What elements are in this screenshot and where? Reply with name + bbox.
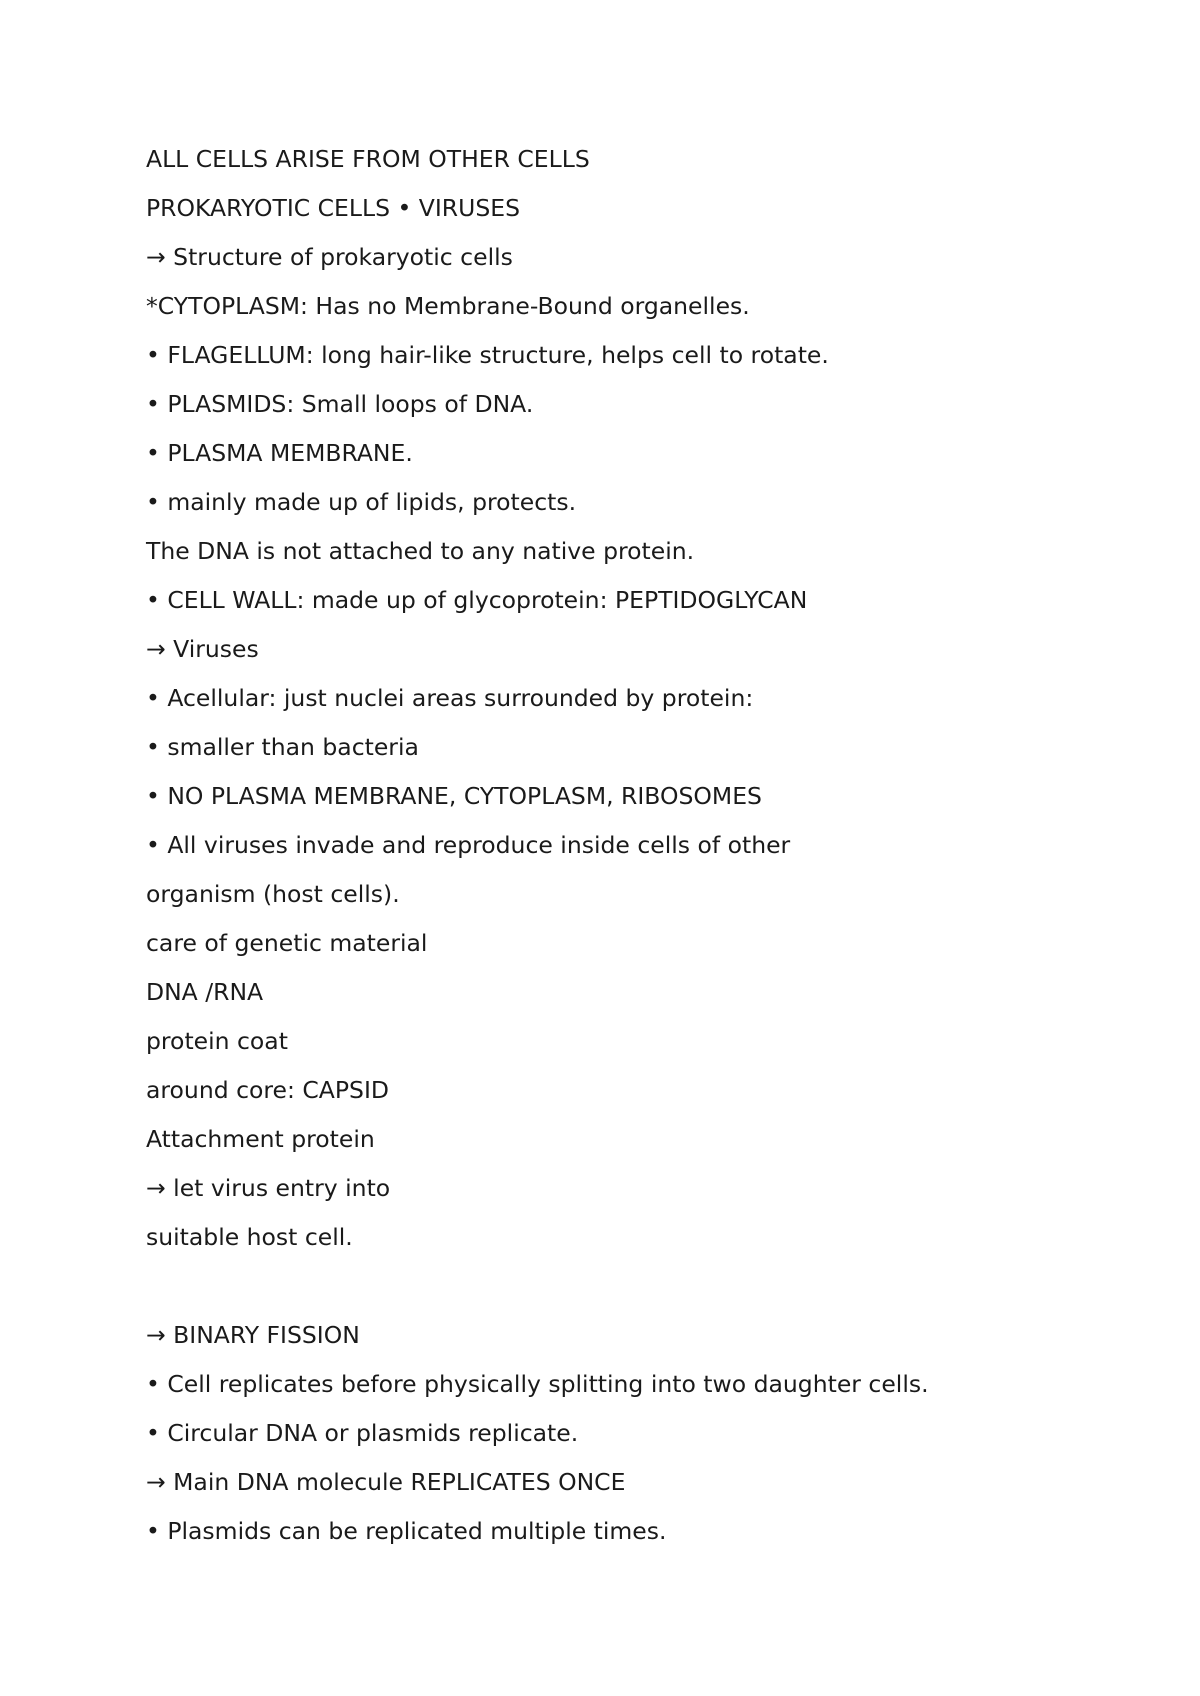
- bullet-line: • All viruses invade and reproduce inside cells of other: [146, 831, 791, 859]
- bullet-line: • smaller than bacteria: [146, 733, 419, 761]
- bullet-line: • NO PLASMA MEMBRANE, CYTOPLASM, RIBOSOMES: [146, 782, 762, 810]
- text-line: *CYTOPLASM: Has no Membrane-Bound organelles.: [146, 292, 750, 320]
- bullet-line: • FLAGELLUM: long hair-like structure, helps cell to rotate.: [146, 341, 829, 369]
- text-line: The DNA is not attached to any native protein.: [146, 537, 695, 565]
- text-line: protein coat: [146, 1027, 288, 1055]
- text-line: → Main DNA molecule REPLICATES ONCE: [146, 1468, 626, 1496]
- text-line: care of genetic material: [146, 929, 428, 957]
- section-line: → BINARY FISSION: [146, 1321, 360, 1349]
- document-body: [146, 142, 1146, 1563]
- subheading-line: PROKARYOTIC CELLS • VIRUSES: [146, 194, 521, 222]
- text-line: organism (host cells).: [146, 880, 400, 908]
- text-line: Attachment protein: [146, 1125, 375, 1153]
- text-line: around core: CAPSID: [146, 1076, 389, 1104]
- bullet-line: • PLASMIDS: Small loops of DNA.: [146, 390, 534, 418]
- section-line: → Viruses: [146, 635, 259, 663]
- bullet-line: • Cell replicates before physically splitting into two daughter cells.: [146, 1370, 929, 1398]
- bullet-line: • Plasmids can be replicated multiple times.: [146, 1517, 667, 1545]
- section-line: → Structure of prokaryotic cells: [146, 243, 513, 271]
- bullet-line: • PLASMA MEMBRANE.: [146, 439, 413, 467]
- heading-line: ALL CELLS ARISE FROM OTHER CELLS: [146, 145, 590, 173]
- bullet-line: • mainly made up of lipids, protects.: [146, 488, 577, 516]
- text-line: suitable host cell.: [146, 1223, 353, 1251]
- bullet-line: • CELL WALL: made up of glycoprotein: PEPTIDOGLYCAN: [146, 586, 808, 614]
- text-line: → let virus entry into: [146, 1174, 391, 1202]
- bullet-line: • Circular DNA or plasmids replicate.: [146, 1419, 579, 1447]
- text-line: DNA /RNA: [146, 978, 264, 1006]
- bullet-line: • Acellular: just nuclei areas surrounded by protein:: [146, 684, 754, 712]
- blank-line: [146, 1269, 1146, 1318]
